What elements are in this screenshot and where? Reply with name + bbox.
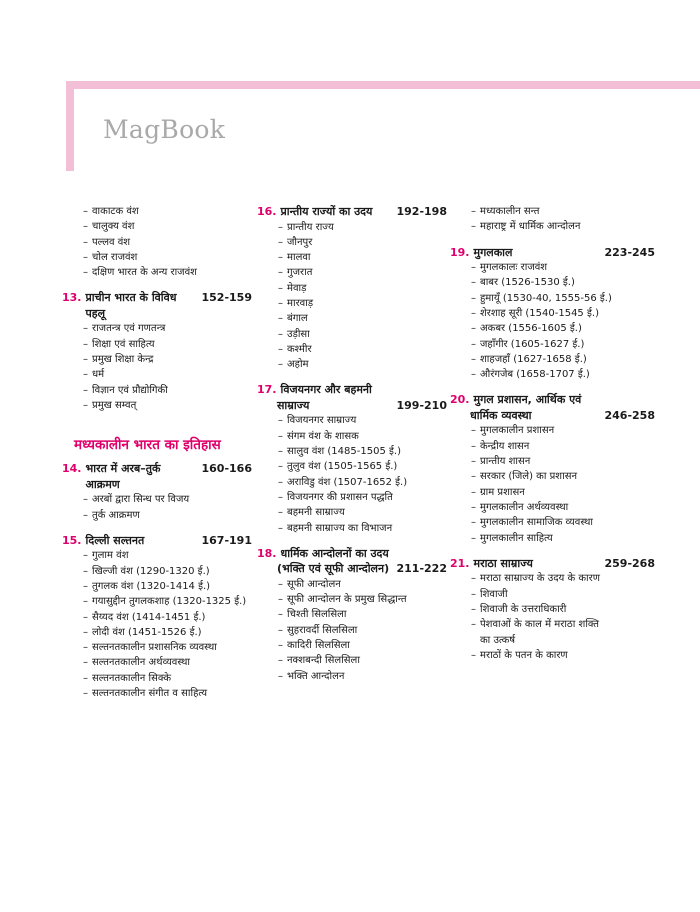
item-list <box>450 204 655 235</box>
list-item: – सल्तनतकालीन प्रशासनिक व्यवस्था <box>83 640 252 655</box>
list-item: – सूफी आन्दोलन <box>278 577 447 592</box>
list-item: – मुगलकालीन साहित्य <box>471 531 655 546</box>
list-item <box>471 617 655 648</box>
list-item: – मध्यकालीन सन्त <box>471 204 655 219</box>
list-item: – गुलाम वंश <box>83 548 252 563</box>
list-item: – औरंगजेब (1658-1707 ई.) <box>471 367 655 382</box>
list-item: – उड़ीसा <box>278 327 447 342</box>
item-list <box>257 413 447 535</box>
section-pages: 259-268 <box>604 556 655 570</box>
list-item: – केन्द्रीय शासन <box>471 439 655 454</box>
list-item: – सूफी आन्दोलन के प्रमुख सिद्धान्त <box>278 592 447 607</box>
section-heading <box>257 382 447 398</box>
list-item: – मुगलकालः राजवंश <box>471 260 655 275</box>
list-item: – वाकाटक वंश <box>83 204 252 219</box>
section-pages: 246-258 <box>604 408 655 422</box>
list-item: – चोल राजवंश <box>83 250 252 265</box>
list-item: – लोदी वंश (1451-1526 ई.) <box>83 625 252 640</box>
list-item: – सल्तनतकालीन अर्थव्यवस्था <box>83 655 252 670</box>
section-pages: 192-198 <box>396 205 447 218</box>
section-heading-line-2 <box>257 561 447 577</box>
list-item: – सल्तनतकालीन संगीत व साहित्य <box>83 686 252 701</box>
list-item: – बहमनी साम्राज्य का विभाजन <box>278 521 447 536</box>
list-item-text: पेशवाओं के काल में मराठा शक्ति <box>480 619 599 631</box>
list-item: – विजयनगर साम्राज्य <box>278 413 447 428</box>
list-item: – गयासुद्दीन तुगलकशाह (1320-1325 ई.) <box>83 594 252 609</box>
section-number: 16. <box>257 205 277 218</box>
section-title: मुगलकाल <box>473 245 513 259</box>
toc-column-1 <box>62 204 252 711</box>
list-item: – सैय्यद वंश (1414-1451 ई.) <box>83 610 252 625</box>
toc-section-17 <box>257 382 447 535</box>
section-heading <box>450 556 655 572</box>
list-item: – प्रमुख शिक्षा केन्द्र <box>83 352 252 367</box>
list-item: – हुमायूँ (1530-40, 1555-56 ई.) <box>471 291 655 306</box>
item-list <box>62 548 252 701</box>
brand-logo: MagBook <box>103 115 226 144</box>
item-list <box>450 571 655 663</box>
list-item: – ग्राम प्रशासन <box>471 485 655 500</box>
toc-section-21 <box>450 556 655 663</box>
list-item: – दक्षिण भारत के अन्य राजवंश <box>83 265 252 280</box>
list-item: – बाबर (1526-1530 ई.) <box>471 275 655 290</box>
toc-section-13 <box>62 290 252 413</box>
list-item: – प्रान्तीय राज्य <box>278 220 447 235</box>
list-item: – मेवाड़ <box>278 281 447 296</box>
list-item: – धर्म <box>83 367 252 382</box>
section-number: 14. <box>62 462 82 476</box>
section-title: प्राचीन भारत के विविध पहलू <box>85 291 177 320</box>
list-item-text-cont: का उत्कर्ष <box>480 634 516 646</box>
section-number: 21. <box>450 556 470 570</box>
section-heading-line-2 <box>450 408 655 424</box>
section-number: 19. <box>450 245 470 259</box>
section-heading-line-2 <box>257 398 447 414</box>
toc-column-2 <box>257 204 447 694</box>
list-item: – पल्लव वंश <box>83 235 252 250</box>
list-item: – गुजरात <box>278 265 447 280</box>
section-title: धार्मिक आन्दोलनों का उदय <box>280 546 389 560</box>
list-item: – जहाँगीर (1605-1627 ई.) <box>471 337 655 352</box>
list-item: – मारवाड़ <box>278 296 447 311</box>
item-list <box>257 220 447 373</box>
list-item: – मराठा साम्राज्य के उदय के कारण <box>471 571 655 586</box>
item-list <box>450 423 655 545</box>
section-pages: 160-166 <box>201 462 252 476</box>
section-title: मराठा साम्राज्य <box>473 556 533 570</box>
section-number: 15. <box>62 533 82 547</box>
list-item: – विज्ञान एवं प्रौद्योगिकी <box>83 383 252 398</box>
toc-section-16 <box>257 204 447 372</box>
section-number: 13. <box>62 291 82 305</box>
section-title: भारत में अरब–तुर्क आक्रमण <box>85 462 161 491</box>
item-list <box>62 321 252 413</box>
list-item: – भक्ति आन्दोलन <box>278 669 447 684</box>
section-heading <box>62 533 252 549</box>
section-heading <box>62 461 252 492</box>
list-item: – संगम वंश के शासक <box>278 429 447 444</box>
item-list <box>62 492 252 523</box>
section-title-cont: (भक्ति एवं सूफी आन्दोलन) <box>277 562 390 576</box>
list-item: – सल्तनतकालीन सिक्के <box>83 671 252 686</box>
toc-section-15 <box>62 533 252 701</box>
item-list <box>257 577 447 684</box>
section-title-cont: धार्मिक व्यवस्था <box>470 408 532 422</box>
toc-section-14 <box>62 461 252 523</box>
list-item: – सरकार (जिले) का प्रशासन <box>471 469 655 484</box>
list-item: – मराठों के पतन के कारण <box>471 648 655 663</box>
list-item: – अहोम <box>278 357 447 372</box>
list-item: – चिश्ती सिलसिला <box>278 607 447 622</box>
header-side-bar <box>66 81 74 171</box>
list-item: – खिल्जी वंश (1290-1320 ई.) <box>83 564 252 579</box>
list-item: – शिवाजी <box>471 587 655 602</box>
toc-section-19 <box>450 245 655 383</box>
list-item: – मालवा <box>278 250 447 265</box>
section-pages: 211-222 <box>396 562 447 576</box>
section-pages: 199-210 <box>396 398 447 412</box>
list-item: – अकबर (1556-1605 ई.) <box>471 321 655 336</box>
section-number: 18. <box>257 546 277 560</box>
section-heading <box>257 204 447 220</box>
section-title: मुगल प्रशासन, आर्थिक एवं <box>473 393 582 407</box>
toc-section-18 <box>257 546 447 684</box>
section-title-cont: साम्राज्य <box>277 398 310 412</box>
list-item: – शिक्षा एवं साहित्य <box>83 337 252 352</box>
list-item: – बंगाल <box>278 311 447 326</box>
header-bar <box>66 81 700 89</box>
section-pages: 223-245 <box>604 245 655 259</box>
list-item: – तुलुव वंश (1505-1565 ई.) <box>278 459 447 474</box>
list-item: – मुगलकालीन प्रशासन <box>471 423 655 438</box>
list-item: – विजयनगर की प्रशासन पद्धति <box>278 490 447 505</box>
section-heading <box>450 245 655 261</box>
section-heading <box>62 290 252 321</box>
list-item: – बहमनी साम्राज्य <box>278 505 447 520</box>
list-item: – मुगलकालीन अर्थव्यवस्था <box>471 500 655 515</box>
item-list <box>450 260 655 382</box>
list-item: – कादिरी सिलसिला <box>278 638 447 653</box>
section-pages: 167-191 <box>201 533 252 547</box>
list-item: – तुर्क आक्रमण <box>83 508 252 523</box>
list-item: – राजतन्त्र एवं गणतन्त्र <box>83 321 252 336</box>
toc-column-3 <box>450 204 655 673</box>
list-item: – शेरशाह सूरी (1540-1545 ई.) <box>471 306 655 321</box>
section-heading <box>450 392 655 408</box>
list-item: – मुगलकालीन सामाजिक व्यवस्था <box>471 515 655 530</box>
list-item: – नक्शबन्दी सिलसिला <box>278 653 447 668</box>
section-title: दिल्ली सल्तनत <box>85 533 145 547</box>
list-item: – शिवाजी के उत्तराधिकारी <box>471 602 655 617</box>
section-pages: 152-159 <box>201 291 252 305</box>
list-item: – अरबों द्वारा सिन्ध पर विजय <box>83 492 252 507</box>
section-title: प्रान्तीय राज्यों का उदय <box>280 205 373 218</box>
list-item: – प्रान्तीय शासन <box>471 454 655 469</box>
section-number: 20. <box>450 393 470 407</box>
section-heading <box>257 546 447 562</box>
list-item: – महाराष्ट्र में धार्मिक आन्दोलन <box>471 219 655 234</box>
toc-section-18-cont <box>450 204 655 235</box>
list-item: – प्रमुख सम्वत् <box>83 398 252 413</box>
toc-section-20 <box>450 392 655 545</box>
list-item: – सुहरावर्दी सिलसिला <box>278 623 447 638</box>
toc-section-12-cont <box>62 204 252 280</box>
list-item: – कश्मीर <box>278 342 447 357</box>
item-list <box>62 204 252 280</box>
section-title: विजयनगर और बहमनी <box>280 383 372 397</box>
part-title: मध्यकालीन भारत का इतिहास <box>74 437 221 454</box>
list-item: – तुगलक वंश (1320-1414 ई.) <box>83 579 252 594</box>
list-item: – जौनपुर <box>278 235 447 250</box>
list-item: – सालुव वंश (1485-1505 ई.) <box>278 444 447 459</box>
list-item: – अराविडु वंश (1507-1652 ई.) <box>278 475 447 490</box>
section-number: 17. <box>257 383 277 397</box>
list-item: – शाहजहाँ (1627-1658 ई.) <box>471 352 655 367</box>
list-item: – चालुक्य वंश <box>83 219 252 234</box>
